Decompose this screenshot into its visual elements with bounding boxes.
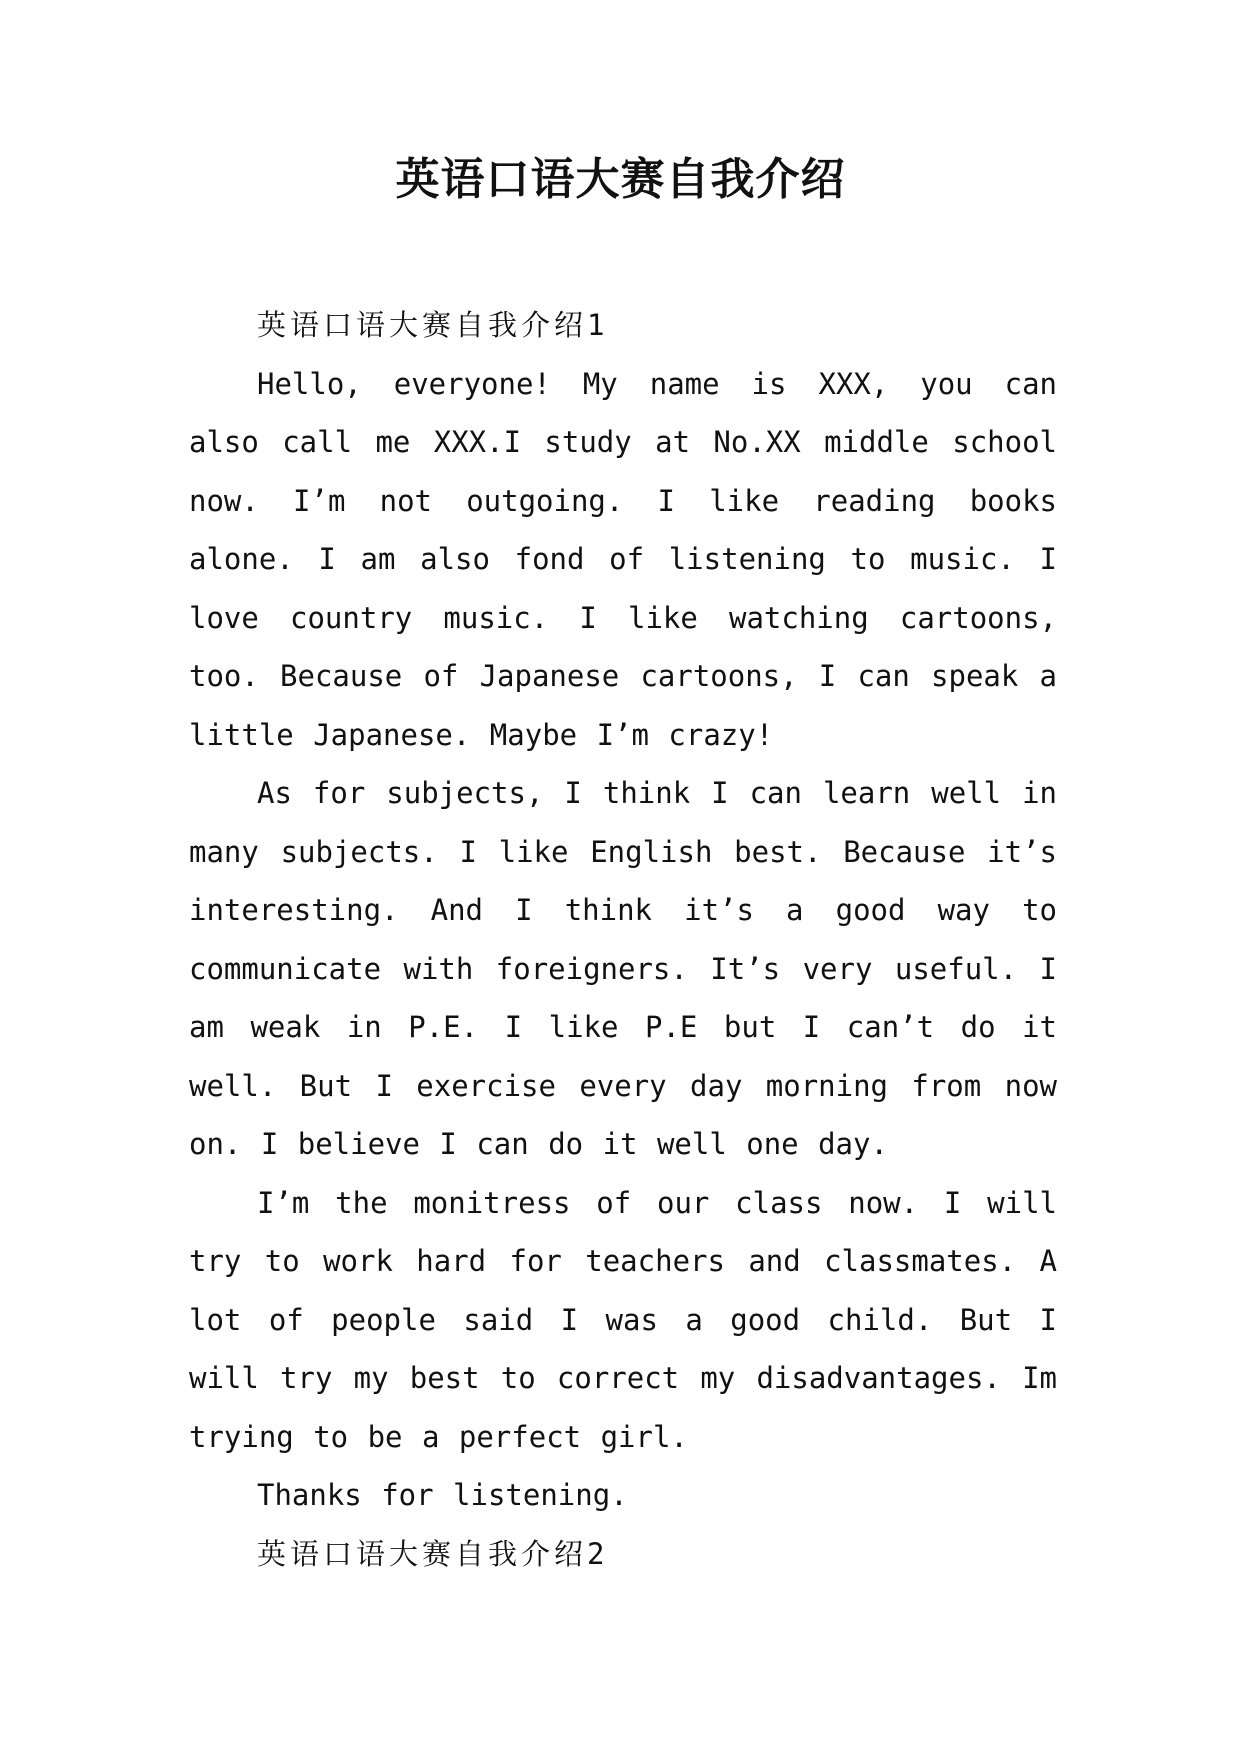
section-heading-1: 英语口语大赛自我介绍1: [257, 308, 609, 342]
document-body: [189, 296, 1057, 1583]
document-title: 英语口语大赛自我介绍: [395, 154, 846, 205]
section-heading-2: 英语口语大赛自我介绍2: [257, 1536, 609, 1571]
paragraph-3: I’m the monitress of our class now. I will try to work hard for teachers and classmates. A lot of people said I was a good child. But I will try my best to correct my disadvantages. Im trying to be a perfect girl.: [189, 1185, 1057, 1454]
paragraph-2: As for subjects, I think I can learn well in many subjects. I like English best. Because it’s interesting. And I think it’s a good way to communicate with foreigners. It’s very useful. I am weak in P.E. I like P.E but I can’t do it well. But I exercise every day morning from now on. I believe I can do it well one day.: [189, 776, 1057, 1161]
closing-line: Thanks for listening.: [257, 1478, 628, 1512]
paragraph-1: Hello, everyone! My name is XXX, you can also call me XXX.I study at No.XX middle school now. I’m not outgoing. I like reading books alone. I am also fond of listening to music. I love country music. I like watching cartoons, too. Because of Japanese cartoons, I can speak a little Japanese. Maybe I’m crazy!: [189, 366, 1057, 752]
